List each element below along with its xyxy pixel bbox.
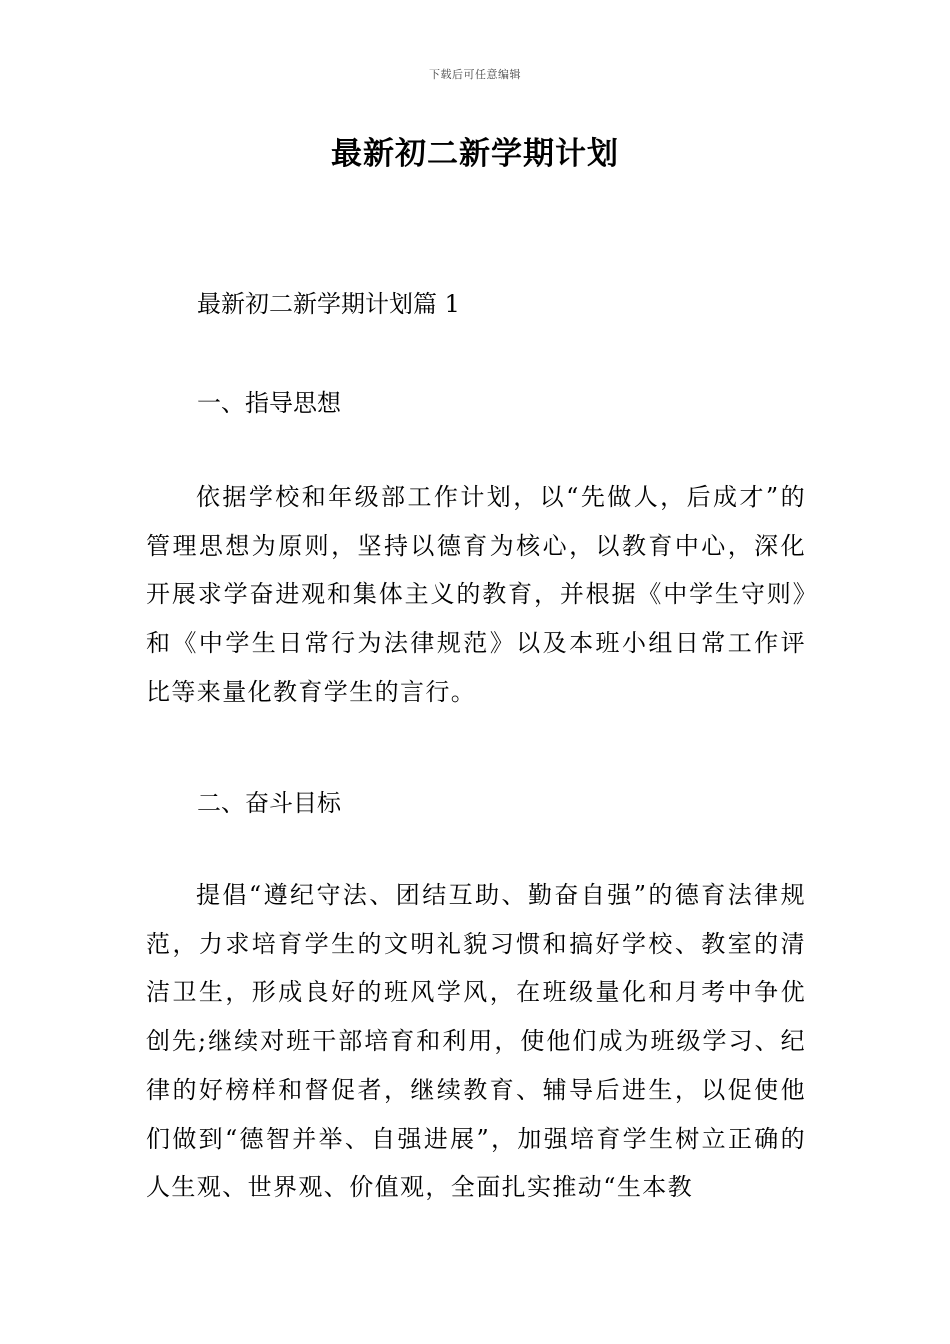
heading-guiding-thought: 一、指导思想 (197, 389, 341, 417)
section-title: 最新初二新学期计划篇 1 (197, 290, 460, 318)
document-title: 最新初二新学期计划 (331, 136, 619, 172)
paragraph-goals: 提倡“遵纪守法、团结互助、勤奋自强”的德育法律规范，力求培育学生的文明礼貌习惯和搞好学校、教室的清洁卫生，形成良好的班风学风，在班级量化和月考中争优创先;继续对班干部培育和利用，使他们成为班级学习、纪律的好榜样和督促者，继续教育、辅导后进生，以促使他们做到“德智并举、自强进展”，加强培育学生树立正确的人生观、世界观、价值观，全面扎实推动“生本教 (146, 881, 806, 1202)
paragraph-guiding-thought: 依据学校和年级部工作计划，以“先做人，后成才”的管理思想为原则，坚持以德育为核心，以教育中心，深化开展求学奋进观和集体主义的教育，并根据《中学生守则》和《中学生日常行为法律规范》以及本班小组日常工作评比等来量化教育学生的言行。 (146, 483, 806, 706)
header-note: 下载后可任意编辑 (429, 68, 521, 81)
heading-goals: 二、奋斗目标 (197, 789, 341, 817)
